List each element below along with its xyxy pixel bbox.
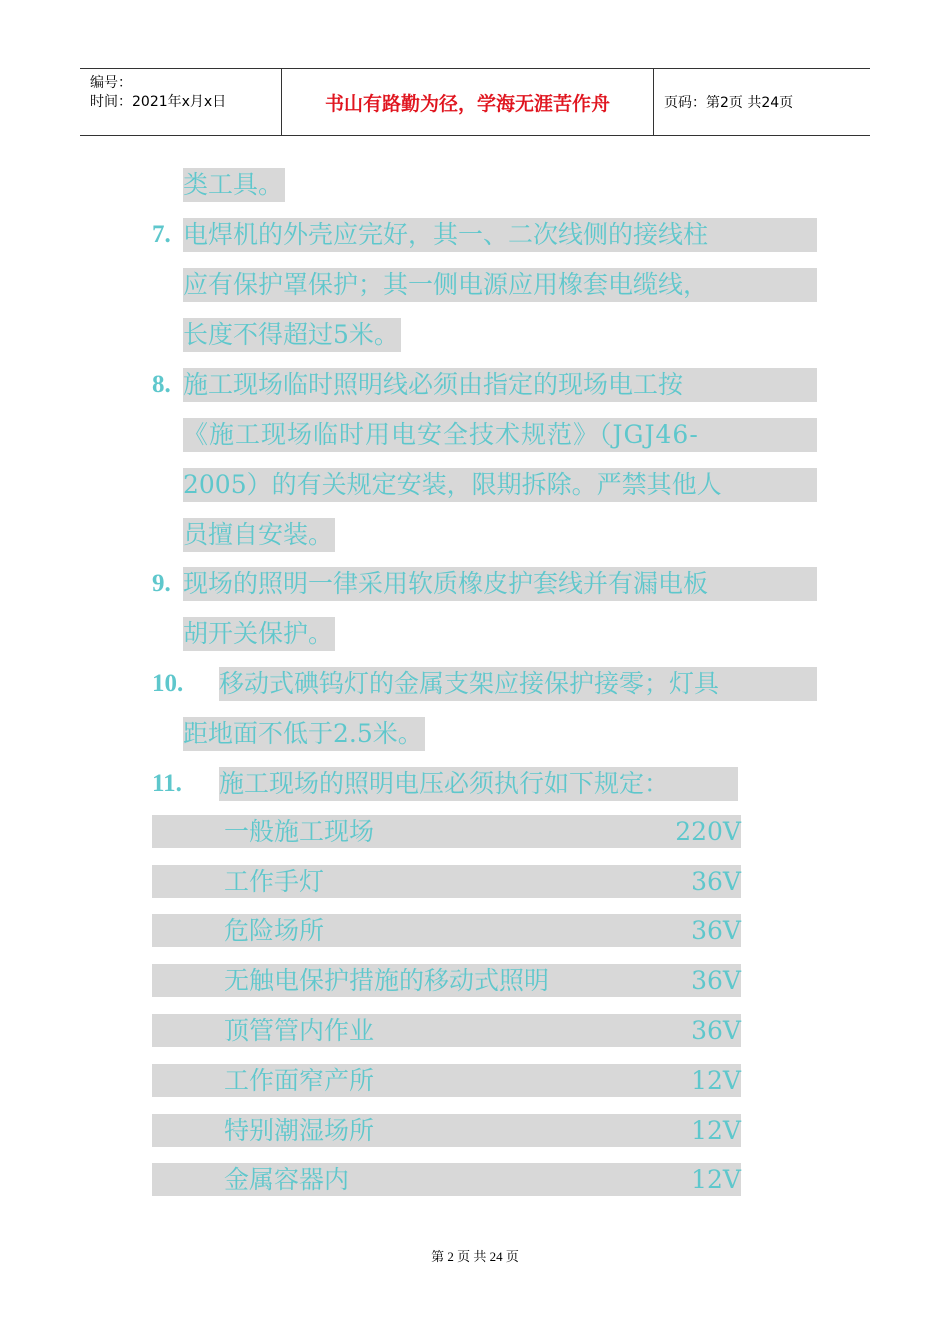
item-line: 距地面不低于2.5米。 — [183, 717, 425, 751]
voltage-row — [152, 815, 741, 848]
item-line: 员擅自安装。 — [183, 518, 335, 552]
item-line: 类工具。 — [183, 168, 285, 202]
voltage-row — [152, 865, 741, 898]
item-number: 7. — [152, 221, 171, 248]
voltage-place: 顶管管内作业 — [224, 1016, 375, 1045]
voltage-value: 36V — [691, 1016, 741, 1045]
item-line: 现场的照明一律采用软质橡皮护套线并有漏电板 — [183, 567, 817, 601]
voltage-value: 12V — [691, 1165, 741, 1194]
item-line: 施工现场的照明电压必须执行如下规定： — [219, 767, 738, 801]
item-line: 胡开关保护。 — [183, 617, 335, 651]
voltage-row — [152, 964, 741, 997]
voltage-value: 12V — [691, 1066, 741, 1095]
voltage-place: 金属容器内 — [224, 1165, 350, 1194]
voltage-place: 无触电保护措施的移动式照明 — [224, 966, 550, 995]
item-line: 施工现场临时照明线必须由指定的现场电工按 — [183, 368, 817, 402]
item-line: 移动式碘钨灯的金属支架应接保护接零；灯具 — [219, 667, 817, 701]
item-number: 10. — [152, 670, 184, 697]
page-header — [80, 68, 870, 136]
item-number: 9. — [152, 570, 171, 597]
voltage-row — [152, 1014, 741, 1047]
voltage-row — [152, 1064, 741, 1097]
voltage-place: 工作手灯 — [224, 867, 325, 896]
voltage-value: 36V — [691, 867, 741, 896]
voltage-place: 一般施工现场 — [224, 817, 375, 846]
voltage-value: 12V — [691, 1116, 741, 1145]
item-number: 11. — [152, 770, 182, 797]
voltage-place: 工作面窄产所 — [224, 1066, 375, 1095]
item-line: 长度不得超过5米。 — [183, 318, 401, 352]
header-meta — [80, 69, 282, 135]
voltage-value: 36V — [691, 916, 741, 945]
item-number: 8. — [152, 371, 171, 398]
voltage-value: 36V — [691, 966, 741, 995]
page-footer: 第 2 页 共 24 页 — [431, 1249, 519, 1264]
time-label: 时间：2021年x月x日 — [90, 94, 227, 110]
header-motto: 书山有路勤为径，学海无涯苦作舟 — [282, 69, 654, 135]
item-line: 2005）的有关规定安装，限期拆除。严禁其他人 — [183, 468, 817, 502]
code-label: 编号： — [90, 75, 132, 91]
voltage-place: 危险场所 — [224, 916, 325, 945]
voltage-row — [152, 1163, 741, 1196]
voltage-value: 220V — [675, 817, 741, 846]
item-line: 应有保护罩保护；其一侧电源应用橡套电缆线， — [183, 268, 815, 302]
voltage-row — [152, 1114, 741, 1147]
voltage-place: 特别潮湿场所 — [224, 1116, 375, 1145]
header-page-info: 页码：第2页 共24页 — [664, 95, 794, 111]
item-line: 电焊机的外壳应完好，其一、二次线侧的接线柱 — [183, 218, 815, 252]
item-line: 《施工现场临时用电安全技术规范》（JGJ46- — [183, 418, 817, 452]
voltage-row — [152, 914, 741, 947]
